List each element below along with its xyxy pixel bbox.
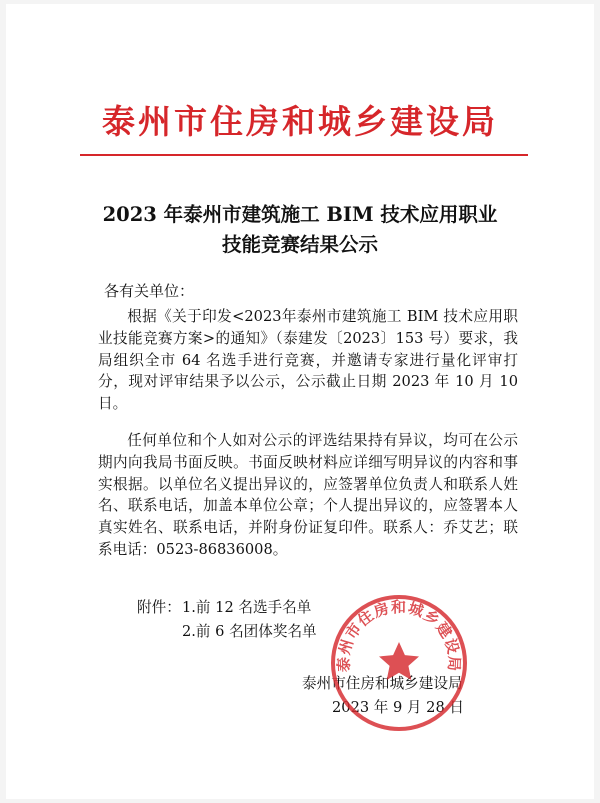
paragraph-2: 任何单位和个人如对公示的评选结果持有异议，均可在公示期内向我局书面反映。书面反映材料应详细写明异议的内容和事实根据。以单位名义提出异议的，应签署单位负责人和联系人姓名、联系电话，加盖本单位公章；个人提出异议的，应签署本人真实姓名、联系电话，并附身份证复印件。联系人：乔艾艺；联系电话：0523-86836008。 xyxy=(98,432,518,558)
document-title xyxy=(6,200,594,260)
paragraph-1: 根据《关于印发<2023年泰州市建筑施工 BIM 技术应用职业技能竞赛方案>的通知》（泰建发〔2023〕153 号）要求，我局组织全市 64 名选手进行竞赛，并邀请专家进行量化评审打分，现对评审结果予以公示，公示截止日期 2023 年 10 月 10 日。 xyxy=(98,308,518,413)
salutation: 各有关单位： xyxy=(104,282,195,300)
official-seal xyxy=(328,592,470,734)
signing-agency: 泰州市住房和城乡建设局 xyxy=(302,675,463,692)
signing-date: 2023 年 9 月 28 日 xyxy=(332,699,464,716)
title-line-2: 技能竞赛结果公示 xyxy=(221,233,378,256)
attachment-item: 2.前 6 名团体奖名单 xyxy=(182,623,317,640)
document-page xyxy=(6,4,594,799)
title-line-1: 2023 年泰州市建筑施工 BIM 技术应用职业 xyxy=(102,203,498,226)
red-divider xyxy=(80,154,528,156)
agency-header: 泰州市住房和城乡建设局 xyxy=(102,102,498,141)
star-icon xyxy=(379,642,419,680)
attachment-item: 1.前 12 名选手名单 xyxy=(182,599,312,616)
attachments-label: 附件： xyxy=(137,599,181,616)
seal-text: 泰州市住房和城乡建设局 xyxy=(334,598,464,673)
